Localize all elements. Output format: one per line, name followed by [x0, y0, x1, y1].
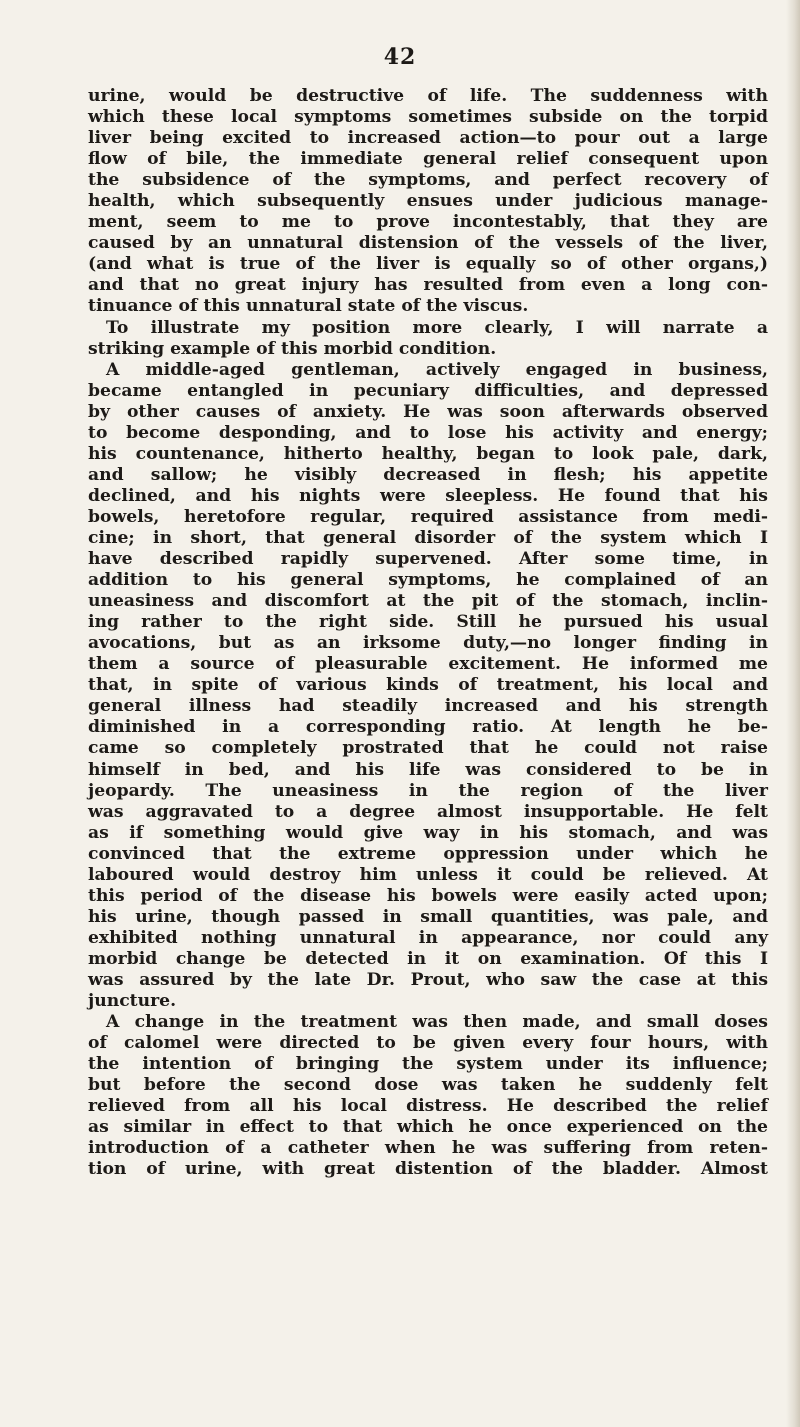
text-line: A change in the treatment was then made, and small doses [106, 1012, 768, 1033]
text-line: was aggravated to a degree almost insupportable. He felt [88, 801, 768, 822]
text-line: relieved from all his local distress. He described the relief [88, 1096, 768, 1117]
text-line: them a source of pleasurable excitement. He informed me [88, 654, 768, 675]
text-line: himself in bed, and his life was considered to be in [88, 759, 768, 780]
text-line: came so completely prostrated that he could not raise [88, 738, 768, 759]
text-line: To illustrate my position more clearly, I will narrate a [106, 317, 768, 338]
text-line: but before the second dose was taken he suddenly felt [88, 1075, 768, 1096]
text-line: tinuance of this unnatural state of the viscus. [88, 296, 529, 317]
text-line: diminished in a corresponding ratio. At length he be- [88, 717, 768, 738]
text-line: liver being excited to increased action—to pour out a large [88, 128, 768, 149]
text-line: exhibited nothing unnatural in appearance, nor could any [88, 927, 768, 948]
text-line: striking example of this morbid condition. [88, 338, 497, 359]
text-line: the subsidence of the symptoms, and perfect recovery of [88, 170, 768, 191]
text-line: have described rapidly supervened. After some time, in [88, 549, 768, 570]
text-line: flow of bile, the immediate general relief consequent upon [88, 149, 768, 170]
page-number: 42 [383, 44, 417, 70]
text-line: caused by an unnatural distension of the vessels of the liver, [88, 233, 768, 254]
text-line: which these local symptoms sometimes subside on the torpid [88, 107, 768, 128]
text-line: this period of the disease his bowels were easily acted upon; [88, 885, 768, 906]
text-line: laboured would destroy him unless it could be relieved. At [88, 864, 768, 885]
text-line: was assured by the late Dr. Prout, who saw the case at this [88, 969, 768, 990]
text-line: the intention of bringing the system under its influence; [88, 1054, 768, 1075]
text-line: (and what is true of the liver is equally so of other organs,) [88, 254, 768, 275]
text-line: his urine, though passed in small quantities, was pale, and [88, 906, 768, 927]
text-line: declined, and his nights were sleepless. He found that his [88, 485, 768, 506]
text-line: became entangled in pecuniary difficulties, and depressed [88, 380, 768, 401]
text-line: and that no great injury has resulted from even a long con- [88, 275, 768, 296]
text-line: as similar in effect to that which he once experienced on the [88, 1117, 768, 1138]
text-line: that, in spite of various kinds of treatment, his local and [88, 675, 768, 696]
text-line: of calomel were directed to be given every four hours, with [88, 1033, 768, 1054]
text-line: A middle-aged gentleman, actively engaged in business, [106, 359, 768, 380]
text-line: his countenance, hitherto healthy, began to look pale, dark, [88, 443, 768, 464]
text-line: urine, would be destructive of life. The suddenness with [88, 86, 768, 106]
text-line: and sallow; he visibly decreased in flesh; his appetite [88, 464, 768, 485]
text-line: ment, seem to me to prove incontestably, that they are [88, 212, 768, 233]
text-line: health, which subsequently ensues under judicious manage- [88, 191, 768, 212]
text-line: avocations, but as an irksome duty,—no longer finding in [88, 633, 768, 654]
text-line: juncture. [88, 991, 177, 1012]
text-line: introduction of a catheter when he was suffering from reten- [88, 1138, 768, 1159]
text-line: as if something would give way in his stomach, and was [88, 822, 768, 843]
text-line: jeopardy. The uneasiness in the region of the liver [88, 780, 768, 801]
text-line: ing rather to the right side. Still he pursued his usual [88, 612, 768, 633]
text-line: by other causes of anxiety. He was soon afterwards observed [88, 401, 768, 422]
text-line: uneasiness and discomfort at the pit of the stomach, inclin- [88, 591, 768, 612]
body-text [88, 86, 768, 1180]
text-line: bowels, heretofore regular, required assistance from medi- [88, 506, 768, 527]
page-edge-shadow [786, 0, 800, 1427]
text-line: to become desponding, and to lose his activity and energy; [88, 422, 768, 443]
text-line: addition to his general symptoms, he complained of an [88, 570, 768, 591]
text-line: convinced that the extreme oppression under which he [88, 843, 768, 864]
text-line: cine; in short, that general disorder of the system which I [88, 527, 768, 548]
text-line: general illness had steadily increased and his strength [88, 696, 768, 717]
text-line: tion of urine, with great distention of the bladder. Almost [88, 1159, 768, 1180]
text-line: morbid change be detected in it on examination. Of this I [88, 948, 768, 969]
